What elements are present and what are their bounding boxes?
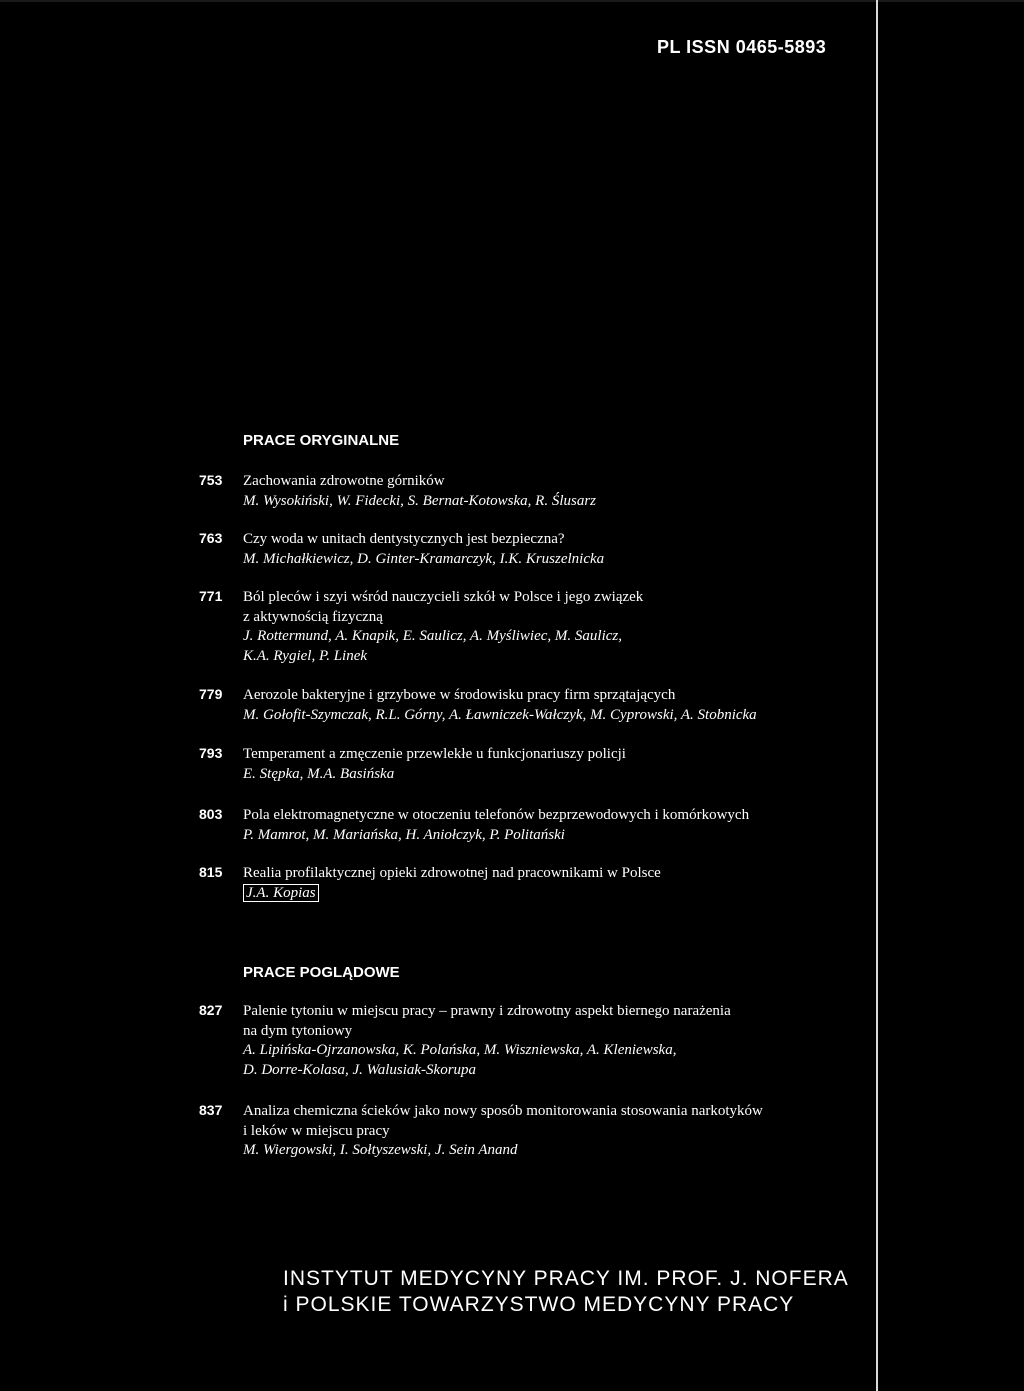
- article-title-line: Palenie tytoniu w miejscu pracy – prawny i zdrowotny aspekt biernego narażenia: [243, 1003, 731, 1019]
- section-title-prace-oryginalne: PRACE ORYGINALNE: [243, 432, 400, 449]
- page-number: 753: [199, 472, 223, 488]
- article-authors-line: A. Lipińska-Ojrzanowska, K. Polańska, M. Wiszniewska, A. Kleniewska,: [243, 1042, 677, 1058]
- issn-label: PL ISSN 0465-5893: [657, 37, 827, 57]
- article-title: Aerozole bakteryjne i grzybowe w środowisku pracy firm sprzątających: [243, 687, 676, 703]
- article-title-line: Analiza chemiczna ścieków jako nowy sposób monitorowania stosowania narkotyków: [243, 1103, 763, 1119]
- article-title-line: Ból pleców i szyi wśród nauczycieli szkół w Polsce i jego związek: [243, 589, 644, 605]
- page-number: 771: [199, 588, 223, 604]
- publisher-line-1: INSTYTUT MEDYCYNY PRACY IM. PROF. J. NOFERA: [283, 1267, 849, 1290]
- section-title-prace-pogladowe: PRACE POGLĄDOWE: [243, 964, 400, 981]
- article-title-line: na dym tytoniowy: [243, 1022, 353, 1039]
- page-number: 815: [199, 864, 223, 880]
- article-title: Pola elektromagnetyczne w otoczeniu telefonów bezprzewodowych i komórkowych: [243, 807, 750, 823]
- article-authors: E. Stępka, M.A. Basińska: [243, 765, 395, 782]
- top-border-line: [0, 0, 1024, 2]
- page-number: 803: [199, 806, 223, 822]
- article-title-line: i leków w miejscu pracy: [243, 1122, 390, 1139]
- article-title-line: z aktywnością fizyczną: [243, 608, 383, 625]
- publisher-line-2: i POLSKIE TOWARZYSTWO MEDYCYNY PRACY: [283, 1293, 795, 1316]
- article-authors-line: K.A. Rygiel, P. Linek: [243, 647, 368, 664]
- article-title: Temperament a zmęczenie przewlekłe u funkcjonariuszy policji: [243, 746, 626, 762]
- article-authors-line: J. Rottermund, A. Knapik, E. Saulicz, A. Myśliwiec, M. Saulicz,: [243, 628, 622, 644]
- article-authors: M. Wiergowski, I. Sołtyszewski, J. Sein Anand: [243, 1142, 518, 1158]
- article-title: Czy woda w unitach dentystycznych jest bezpieczna?: [243, 531, 565, 547]
- article-title: Zachowania zdrowotne górników: [243, 473, 445, 489]
- article-authors-boxed: J.A. Kopias: [243, 884, 319, 902]
- right-margin-line: [876, 0, 878, 1391]
- page-number: 763: [199, 530, 223, 546]
- article-authors: M. Gołofit-Szymczak, R.L. Górny, A. Ławniczek-Wałczyk, M. Cyprowski, A. Stobnicka: [243, 706, 757, 723]
- page-number: 837: [199, 1102, 223, 1118]
- publisher-footer: [283, 1266, 849, 1318]
- article-authors: M. Wysokiński, W. Fidecki, S. Bernat-Kotowska, R. Ślusarz: [243, 492, 597, 509]
- article-authors: P. Mamrot, M. Mariańska, H. Aniołczyk, P. Politański: [243, 826, 565, 843]
- page-number: 827: [199, 1002, 223, 1018]
- page-number: 779: [199, 686, 223, 702]
- page-number: 793: [199, 745, 223, 761]
- article-title: Realia profilaktycznej opieki zdrowotnej nad pracownikami w Polsce: [243, 865, 661, 881]
- article-authors: M. Michałkiewicz, D. Ginter-Kramarczyk, I.K. Kruszelnicka: [243, 550, 605, 567]
- article-authors-line: D. Dorre-Kolasa, J. Walusiak-Skorupa: [243, 1061, 477, 1078]
